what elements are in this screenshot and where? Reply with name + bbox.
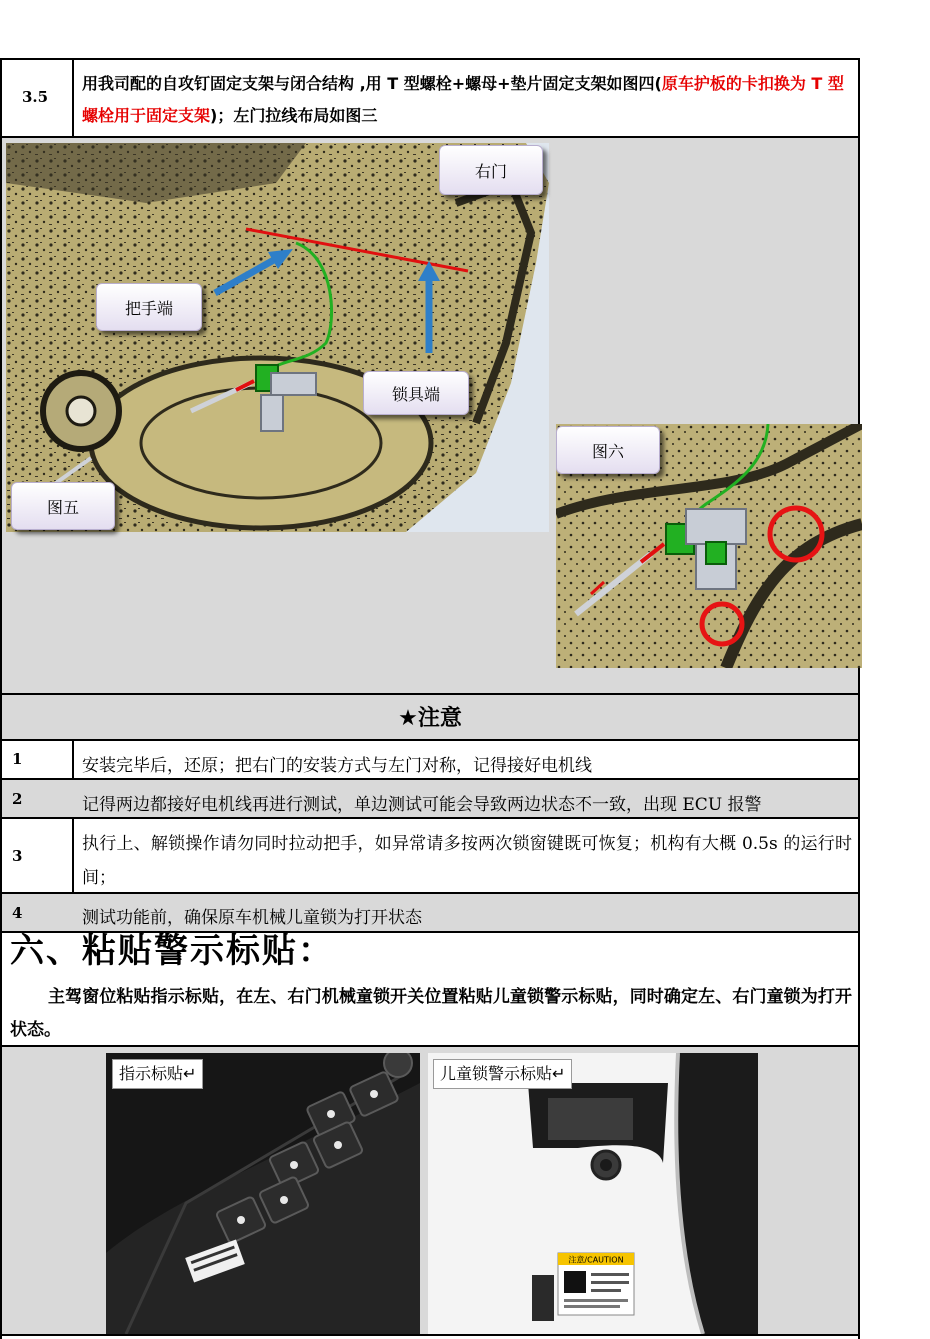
callout-lock-end: 锁具端: [363, 371, 469, 415]
notice-title: ★注意: [398, 706, 462, 731]
notice-item-1-num: 1: [12, 750, 23, 768]
photo-left-label: 指示标贴↵: [112, 1059, 203, 1089]
section6-body: 主驾窗位粘贴指示标贴，在左、右门机械童锁开关位置粘贴儿童锁警示标贴，同时确定左、右门童锁为打开状态。: [10, 987, 852, 1040]
window-switch-photo: [106, 1053, 420, 1334]
photo-right-label: 儿童锁警示标贴↵: [433, 1059, 572, 1089]
step-text-part1: 用我司配的自攻钉固定支架与闭合结构 ,用 T 型螺栓+螺母+垫片固定支架如图四(: [82, 74, 662, 93]
notice-item-2-text: 记得两边都接好电机线再进行测试，单边测试可能会导致两边状态不一致，出现 ECU 报警: [82, 795, 762, 815]
child-lock-photo: [428, 1053, 758, 1334]
notice-item-1-text: 安装完毕后，还原；把右门的安装方式与左门对称，记得接好电机线: [82, 756, 592, 776]
callout-right-door: 右门: [439, 145, 543, 195]
step-text-red: 原车护板的卡扣换为 T 型螺栓用于固定支架: [82, 74, 844, 125]
figure5-caption: 图五: [11, 482, 115, 530]
figure5-door-image: [6, 143, 549, 532]
figure6-caption: 图六: [556, 426, 660, 474]
sticker-text: 注意/CAUTION: [568, 1255, 624, 1265]
step-number: 3.5: [22, 88, 49, 106]
step-text-part2: )；左门拉线布局如图三: [210, 106, 378, 125]
section6-heading: 六、粘贴警示标贴：: [10, 931, 334, 971]
callout-handle-end: 把手端: [96, 283, 202, 331]
step-text: [82, 68, 854, 132]
notice-item-3-text: 执行上、解锁操作请勿同时拉动把手，如异常请多按两次锁窗键既可恢复；机构有大概 0.5s 的运行时间；: [82, 834, 852, 888]
notice-item-2-num: 2: [12, 790, 23, 808]
notice-item-4-num: 4: [12, 904, 23, 922]
notice-item-3-num: 3: [12, 847, 23, 865]
notice-item-4-text: 测试功能前，确保原车机械儿童锁为打开状态: [82, 908, 422, 928]
